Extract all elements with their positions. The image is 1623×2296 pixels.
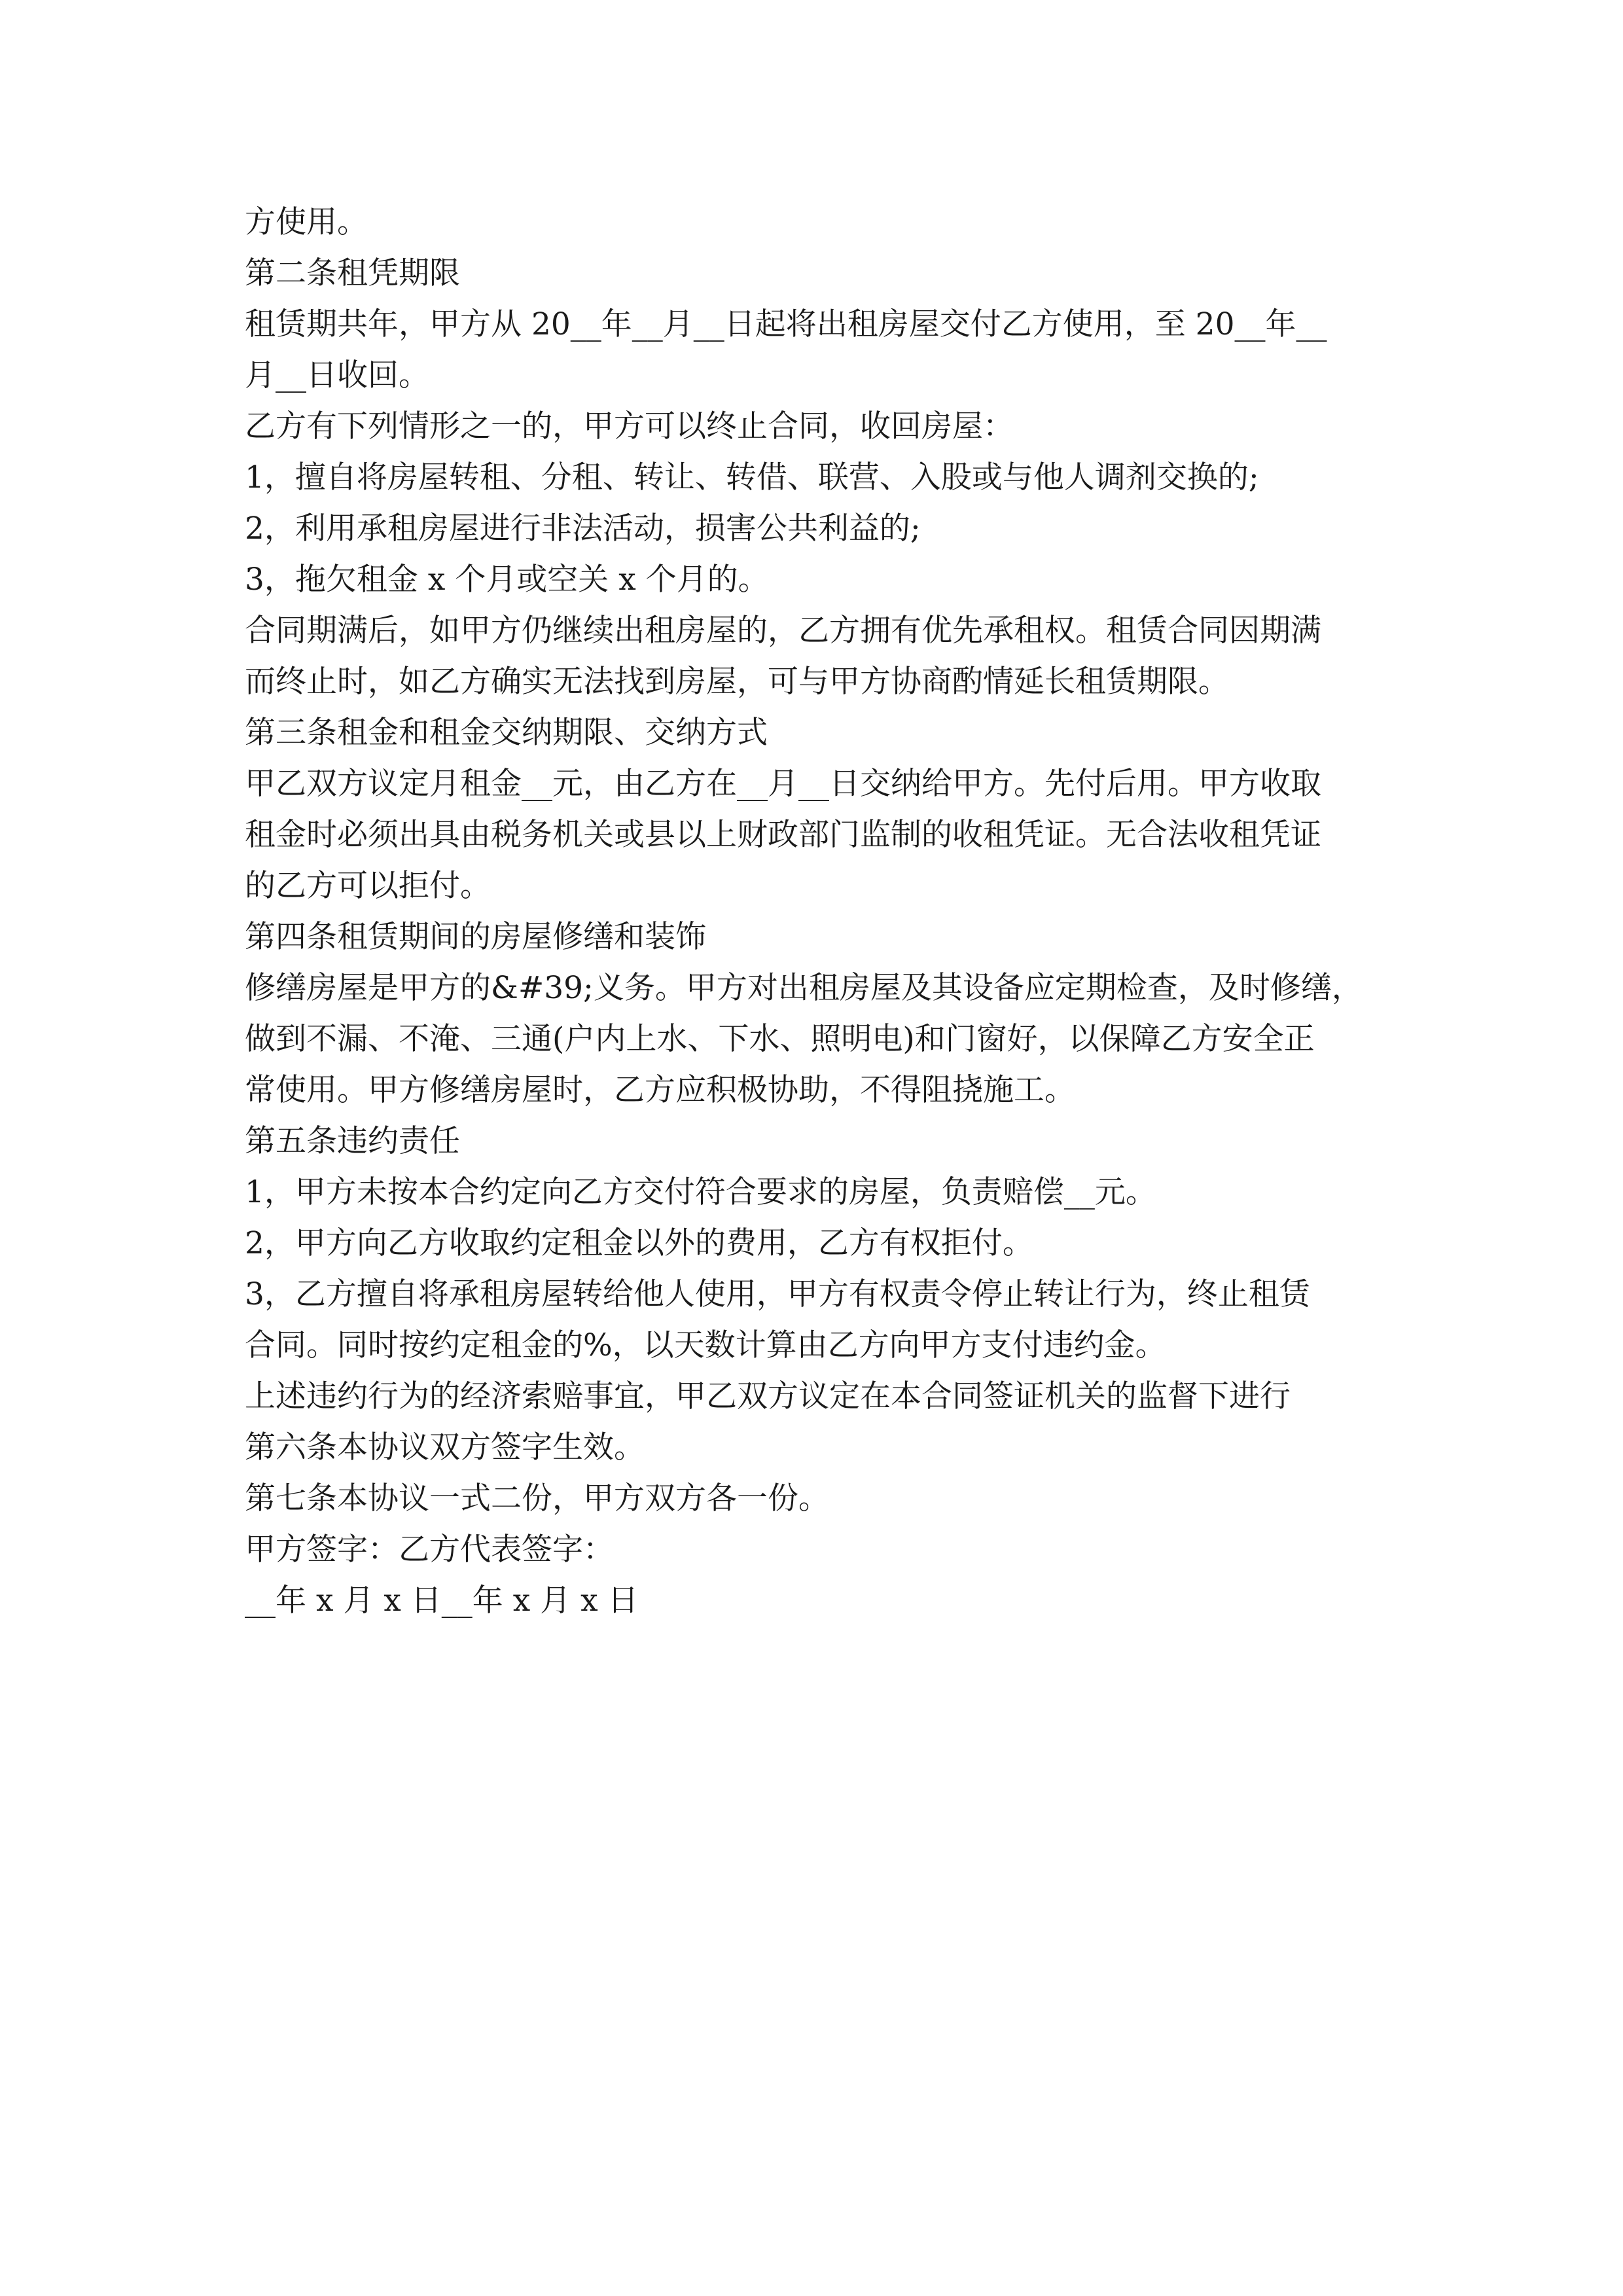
text-line: 合同。同时按约定租金的%，以天数计算由乙方向甲方支付违约金。 [245,1327,1166,1363]
section-heading-repair: 第四条租赁期间的房屋修缮和装饰 [245,919,706,955]
section-heading-rent: 第三条租金和租金交纳期限、交纳方式 [245,715,768,751]
text-line: 而终止时，如乙方确实无法找到房屋，可与甲方协商酌情延长租赁期限。 [245,664,1229,700]
text-line: 乙方有下列情形之一的，甲方可以终止合同，收回房屋： [245,408,1014,444]
list-item: 1，擅自将房屋转租、分租、转让、转借、联营、入股或与他人调剂交换的; [245,459,1259,495]
signature-line: 甲方签字：乙方代表签字： [245,1532,614,1568]
section-heading-copies: 第七条本协议一式二份，甲方双方各一份。 [245,1480,829,1516]
text-line: 甲乙双方议定月租金__元，由乙方在__月__日交纳给甲方。先付后用。甲方收取 [245,766,1321,802]
text-line: 合同期满后，如甲方仍继续出租房屋的，乙方拥有优先承租权。租赁合同因期满 [245,613,1321,649]
text-line: 上述违约行为的经济索赔事宜，甲乙双方议定在本合同签证机关的监督下进行 [245,1378,1291,1414]
text-line: 修缮房屋是甲方的&#39;义务。甲方对出租房屋及其设备应定期检查，及时修缮， [245,970,1363,1006]
list-item: 1，甲方未按本合约定向乙方交付符合要求的房屋，负责赔偿__元。 [245,1174,1156,1210]
text-line: 常使用。甲方修缮房屋时，乙方应积极协助，不得阻挠施工。 [245,1072,1075,1108]
date-line: __年 x 月 x 日__年 x 月 x 日 [245,1583,639,1619]
section-heading-term: 第二条租凭期限 [245,255,460,291]
text-line: 月__日收回。 [245,357,429,393]
contract-body [245,200,1410,1630]
text-line: 租赁期共年，甲方从 20__年__月__日起将出租房屋交付乙方使用，至 20__年__ [245,306,1327,342]
list-item: 2，甲方向乙方收取约定租金以外的费用，乙方有权拒付。 [245,1225,1033,1261]
section-heading-liability: 第五条违约责任 [245,1123,460,1159]
text-line: 做到不漏、不淹、三通(户内上水、下水、照明电)和门窗好，以保障乙方安全正 [245,1021,1315,1057]
text-line: 方使用。 [245,204,368,240]
list-item: 2，利用承租房屋进行非法活动，损害公共利益的; [245,511,921,547]
text-line: 租金时必须出具由税务机关或县以上财政部门监制的收租凭证。无合法收租凭证 [245,817,1321,853]
text-line: 的乙方可以拒付。 [245,868,491,904]
list-item: 3，拖欠租金 x 个月或空关 x 个月的。 [245,562,769,598]
section-heading-effective: 第六条本协议双方签字生效。 [245,1429,645,1465]
list-item: 3，乙方擅自将承租房屋转给他人使用，甲方有权责令停止转让行为，终止租赁 [245,1276,1310,1312]
